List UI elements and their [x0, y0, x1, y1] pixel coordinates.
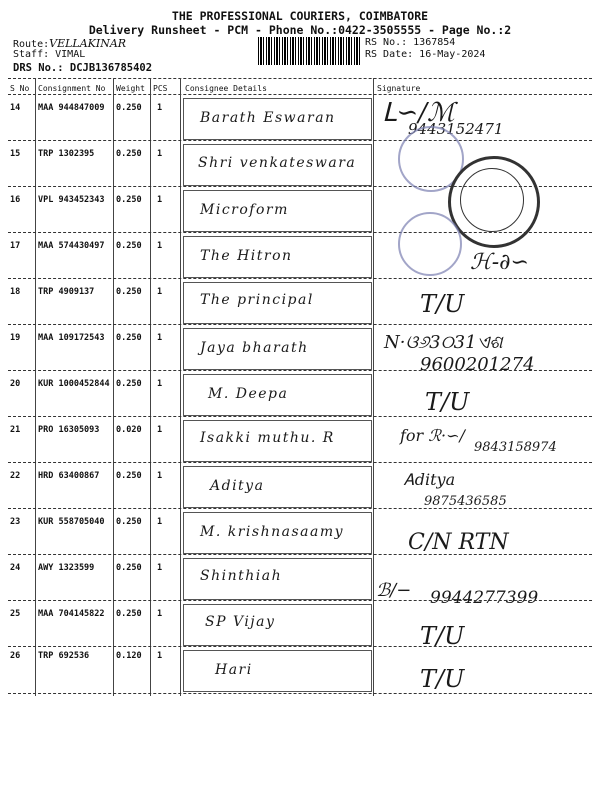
row-pcs: 1	[157, 471, 163, 481]
row-pcs: 1	[157, 379, 163, 389]
row-consignee: SP Vijay	[205, 614, 276, 630]
row-consignment: KUR 558705040	[38, 517, 105, 527]
row-sno: 18	[10, 287, 21, 297]
row-weight: 0.250	[116, 563, 142, 573]
row-consignee: Microform	[200, 202, 289, 218]
row-weight: 0.250	[116, 149, 142, 159]
row-consignment: MAA 704145822	[38, 609, 105, 619]
barcode-image	[258, 37, 362, 65]
consignee-box	[183, 650, 372, 692]
signature-scrawl: Ꭺditya	[404, 470, 456, 489]
document-subtitle: Delivery Runsheet - PCM - Phone No.:0422-3505555 - Page No.:2	[88, 23, 512, 37]
row-sno: 24	[10, 563, 21, 573]
row-consignee: The principal	[200, 292, 314, 308]
rs-number: RS No.: 1367854	[365, 37, 456, 48]
signature-scrawl: ℬ∕−	[376, 580, 412, 601]
row-pcs: 1	[157, 333, 163, 343]
row-rule	[8, 600, 592, 601]
col-header-sno: S No	[10, 84, 30, 93]
row-consignee: Isakki muthu. R	[200, 430, 335, 446]
row-pcs: 1	[157, 609, 163, 619]
row-sno: 16	[10, 195, 21, 205]
row-pcs: 1	[157, 103, 163, 113]
row-rule	[8, 140, 592, 141]
row-weight: 0.250	[116, 195, 142, 205]
row-sno: 17	[10, 241, 21, 251]
row-pcs: 1	[157, 287, 163, 297]
row-signature: T/U	[425, 388, 470, 416]
col-divider	[113, 78, 114, 696]
row-weight: 0.250	[116, 379, 142, 389]
row-sno: 19	[10, 333, 21, 343]
table-top-rule	[8, 78, 592, 79]
row-pcs: 1	[157, 195, 163, 205]
row-sno: 20	[10, 379, 21, 389]
row-weight: 0.250	[116, 333, 142, 343]
row-weight: 0.250	[116, 471, 142, 481]
row-weight: 0.250	[116, 241, 142, 251]
row-pcs: 1	[157, 517, 163, 527]
signature-scrawl: ℋ-∂∽	[470, 250, 529, 275]
route-label: Route:	[13, 39, 50, 50]
row-consignment: TRP 4909137	[38, 287, 95, 297]
row-signature: T/U	[420, 622, 465, 650]
row-rule	[8, 693, 592, 694]
row-consignment: KUR 1000452844	[38, 379, 110, 389]
row-consignment: TRP 692536	[38, 651, 90, 661]
row-signature: 9944277399	[430, 588, 539, 608]
table-header-rule	[8, 94, 592, 95]
row-consignee: Barath Eswaran	[200, 110, 336, 126]
row-pcs: 1	[157, 563, 163, 573]
row-pcs: 1	[157, 425, 163, 435]
rs-date: RS Date: 16-May-2024	[365, 49, 486, 60]
row-rule	[8, 416, 592, 417]
row-rule	[8, 646, 592, 647]
drs-number: DRS No.: DCJB136785402	[13, 62, 153, 74]
row-pcs: 1	[157, 651, 163, 661]
col-divider	[180, 78, 181, 696]
row-weight: 0.250	[116, 609, 142, 619]
row-sno: 15	[10, 149, 21, 159]
row-rule	[8, 324, 592, 325]
row-sno: 22	[10, 471, 21, 481]
row-consignee: Shri venkateswara	[198, 155, 357, 171]
row-rule	[8, 462, 592, 463]
row-signature: 9843158974	[474, 440, 557, 455]
row-sno: 26	[10, 651, 21, 661]
row-consignment: AWY 1323599	[38, 563, 95, 573]
row-signature: T/U	[420, 290, 465, 318]
row-consignment: TRP 1302395	[38, 149, 95, 159]
row-consignment: MAA 944847009	[38, 103, 105, 113]
row-consignee: Jaya bharath	[200, 340, 309, 356]
row-rule	[8, 370, 592, 371]
row-consignment: HRD 63400867	[38, 471, 100, 481]
document-title: THE PROFESSIONAL COURIERS, COIMBATORE	[171, 9, 429, 23]
row-weight: 0.250	[116, 517, 142, 527]
row-consignee: Hari	[215, 662, 253, 678]
staff-line: Staff: VIMAL	[13, 49, 86, 60]
row-consignee: M. Deepa	[208, 386, 289, 402]
row-weight: 0.020	[116, 425, 142, 435]
signature-scrawl: N·ଓ୬3୦31ଏଶ	[384, 332, 503, 353]
row-consignee: Shinthiah	[200, 568, 283, 584]
signature-scrawl: ᒪ∽∕ℳ	[382, 98, 455, 128]
col-header-consignee: Consignee Details	[185, 84, 267, 93]
row-weight: 0.120	[116, 651, 142, 661]
col-divider	[373, 78, 374, 696]
row-consignment: PRO 16305093	[38, 425, 100, 435]
col-header-pcs: PCS	[153, 84, 168, 93]
row-signature: 9600201274	[420, 354, 535, 375]
col-header-consignment: Consignment No	[38, 84, 106, 93]
row-signature: 9875436585	[424, 494, 507, 509]
row-consignee: The Hitron	[200, 248, 293, 264]
col-header-signature: Signature	[377, 84, 421, 93]
row-sno: 23	[10, 517, 21, 527]
signature-scrawl: for ℛ·∽∕	[400, 426, 465, 445]
row-sno: 21	[10, 425, 21, 435]
row-consignment: MAA 109172543	[38, 333, 105, 343]
row-consignee: Aditya	[210, 478, 265, 494]
row-weight: 0.250	[116, 287, 142, 297]
row-signature: 9443152471	[408, 120, 504, 138]
col-divider	[35, 78, 36, 696]
route-value: VELLAKINAR	[49, 37, 127, 50]
row-signature: T/U	[420, 665, 465, 693]
row-pcs: 1	[157, 241, 163, 251]
row-signature: C/N RTN	[408, 530, 509, 555]
row-consignment: VPL 943452343	[38, 195, 105, 205]
row-rule	[8, 278, 592, 279]
row-consignment: MAA 574430497	[38, 241, 105, 251]
row-consignee: M. krishnasaamy	[200, 524, 345, 540]
row-weight: 0.250	[116, 103, 142, 113]
row-sno: 14	[10, 103, 21, 113]
blue-seal-stamp	[398, 212, 462, 276]
black-seal-inner-ring	[460, 168, 524, 232]
row-rule	[8, 508, 592, 509]
col-header-weight: Weight	[116, 84, 145, 93]
col-divider	[150, 78, 151, 696]
row-pcs: 1	[157, 149, 163, 159]
row-rule	[8, 554, 592, 555]
row-sno: 25	[10, 609, 21, 619]
